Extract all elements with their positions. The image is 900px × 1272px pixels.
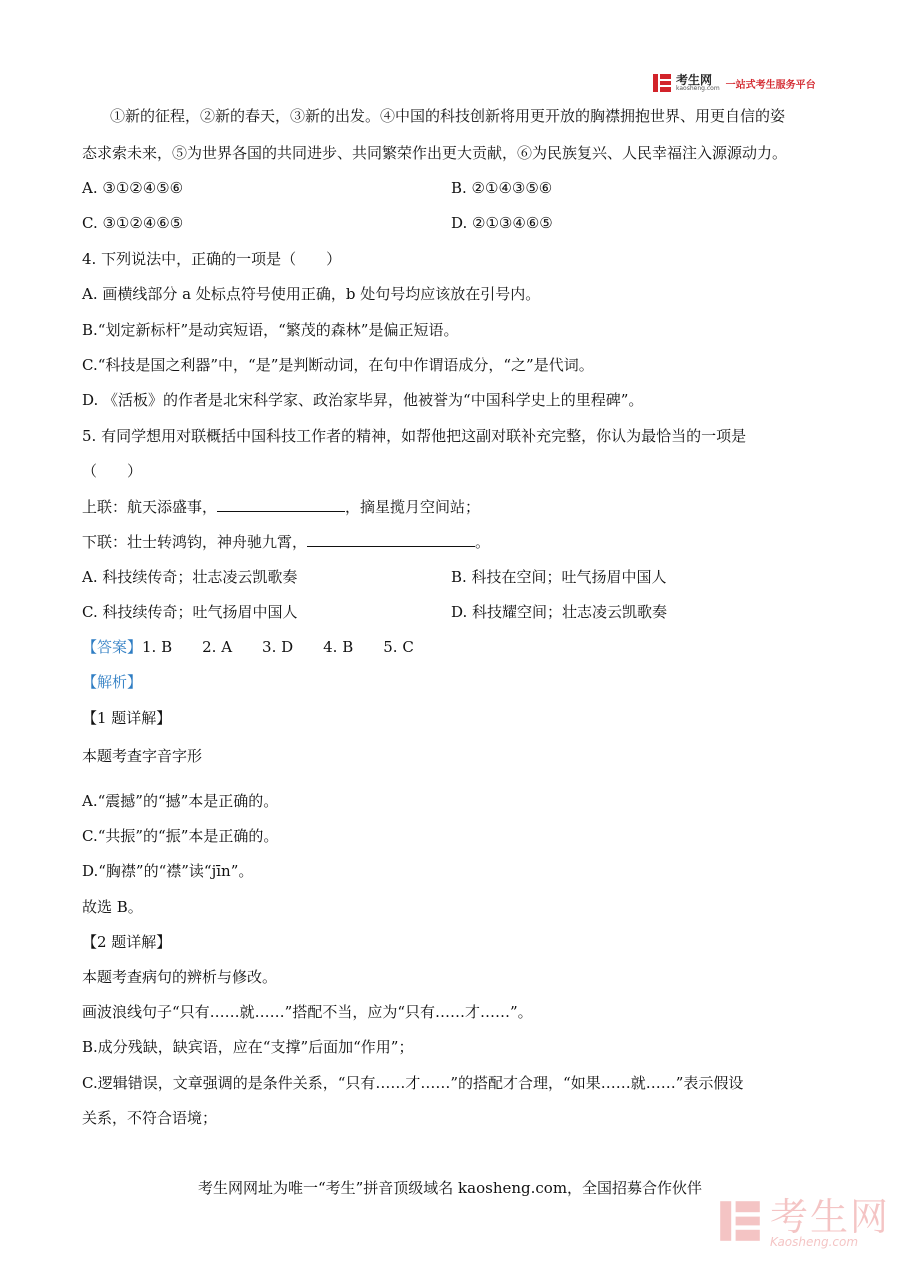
logo-slogan: 一站式考生服务平台: [725, 79, 816, 91]
q5-option-c: C. 科技续传奇；吐气扬眉中国人: [82, 603, 298, 621]
q3-option-a: A. ③①②④⑤⑥: [82, 179, 184, 197]
q2-heading: 【2 题详解】: [82, 933, 172, 951]
watermark-domain: Kaosheng.com: [770, 1235, 859, 1249]
logo-domain: kaosheng.com: [676, 85, 720, 92]
q4-option-c: C.“科技是国之利器”中，“是”是判断动词，在句中作谓语成分，“之”是代词。: [82, 356, 594, 374]
q3-option-c: C. ③①②④⑥⑤: [82, 214, 184, 232]
q5-stem: 5. 有同学想用对联概括中国科技工作者的精神，如帮他把这副对联补充完整，你认为最恰当的一项是: [82, 427, 747, 445]
couplet-lower-blank: [307, 532, 475, 547]
answer-text: 1. B 2. A 3. D 4. B 5. C: [142, 638, 414, 656]
q2-intro: 本题考查病句的辨析与修改。: [82, 968, 278, 986]
q1-heading: 【1 题详解】: [82, 709, 172, 727]
q2-line-1: 画波浪线句子“只有……就……”搭配不当，应为“只有……才……”。: [82, 1003, 533, 1021]
q1-point-c: C.“共振”的“振”本是正确的。: [82, 827, 279, 845]
watermark-name: 考生网: [770, 1195, 891, 1239]
q1-point-a: A.“震撼”的“撼”本是正确的。: [82, 792, 279, 810]
passage-line-1: ①新的征程，②新的春天，③新的出发。④中国的科技创新将用更开放的胸襟拥抱世界、用更自信的姿: [110, 107, 786, 125]
analysis-label: 【解析】: [82, 673, 143, 691]
answer-line: [82, 637, 414, 657]
q5-answer-paren: （ ）: [82, 462, 143, 480]
q4-option-a: A. 画横线部分 a 处标点符号使用正确，b 处句号均应该放在引号内。: [82, 285, 541, 303]
kaosheng-logo-icon: [652, 73, 672, 93]
couplet-lower-after: 。: [475, 533, 491, 551]
q3-option-b: B. ②①④③⑤⑥: [451, 179, 553, 197]
passage-line-2: 态求索未来，⑤为世界各国的共同进步、共同繁荣作出更大贡献，⑥为民族复兴、人民幸福注入源源动力。: [82, 144, 788, 162]
q4-option-b: B.“划定新标杆”是动宾短语，“繁茂的森林”是偏正短语。: [82, 321, 459, 339]
q4-option-d: D. 《活板》的作者是北宋科学家、政治家毕昇，他被誉为“中国科学史上的里程碑”。: [82, 391, 644, 409]
q2-point-c-line-1: C.逻辑错误，文章强调的是条件关系，“只有……才……”的搭配才合理，“如果……就……”表示假设: [82, 1074, 744, 1092]
couplet-upper-blank: [217, 497, 345, 512]
site-logo: [652, 72, 816, 94]
answer-label: 【答案】: [82, 638, 143, 656]
q5-option-d: D. 科技耀空间；壮志凌云凯歌奏: [451, 603, 668, 621]
couplet-upper-before: 上联：航天添盛事，: [82, 498, 218, 516]
q2-point-c-line-2: 关系，不符合语境；: [82, 1109, 218, 1127]
q2-point-b: B.成分残缺，缺宾语，应在“支撑”后面加“作用”；: [82, 1038, 414, 1056]
couplet-lower-before: 下联：壮士转鸿钧，神舟驰九霄，: [82, 533, 308, 551]
logo-name: 考生网: [676, 73, 713, 87]
q1-point-d: D.“胸襟”的“襟”读“jīn”。: [82, 862, 254, 880]
watermark: [718, 1195, 891, 1249]
couplet-upper: [82, 497, 480, 517]
q5-option-a: A. 科技续传奇；壮志凌云凯歌奏: [82, 568, 298, 586]
page-footer: 考生网网址为唯一“考生”拼音顶级域名 kaosheng.com，全国招募合作伙伴: [197, 1179, 703, 1197]
q3-option-d: D. ②①③④⑥⑤: [451, 214, 553, 232]
q1-intro: 本题考查字音字形: [82, 747, 203, 765]
q5-option-b: B. 科技在空间；吐气扬眉中国人: [451, 568, 667, 586]
watermark-logo-icon: [718, 1199, 762, 1247]
q4-stem: 4. 下列说法中，正确的一项是（ ）: [82, 250, 342, 268]
couplet-upper-after: ，摘星揽月空间站；: [345, 498, 481, 516]
couplet-lower: [82, 532, 490, 552]
q1-conclusion: 故选 B。: [82, 898, 143, 916]
